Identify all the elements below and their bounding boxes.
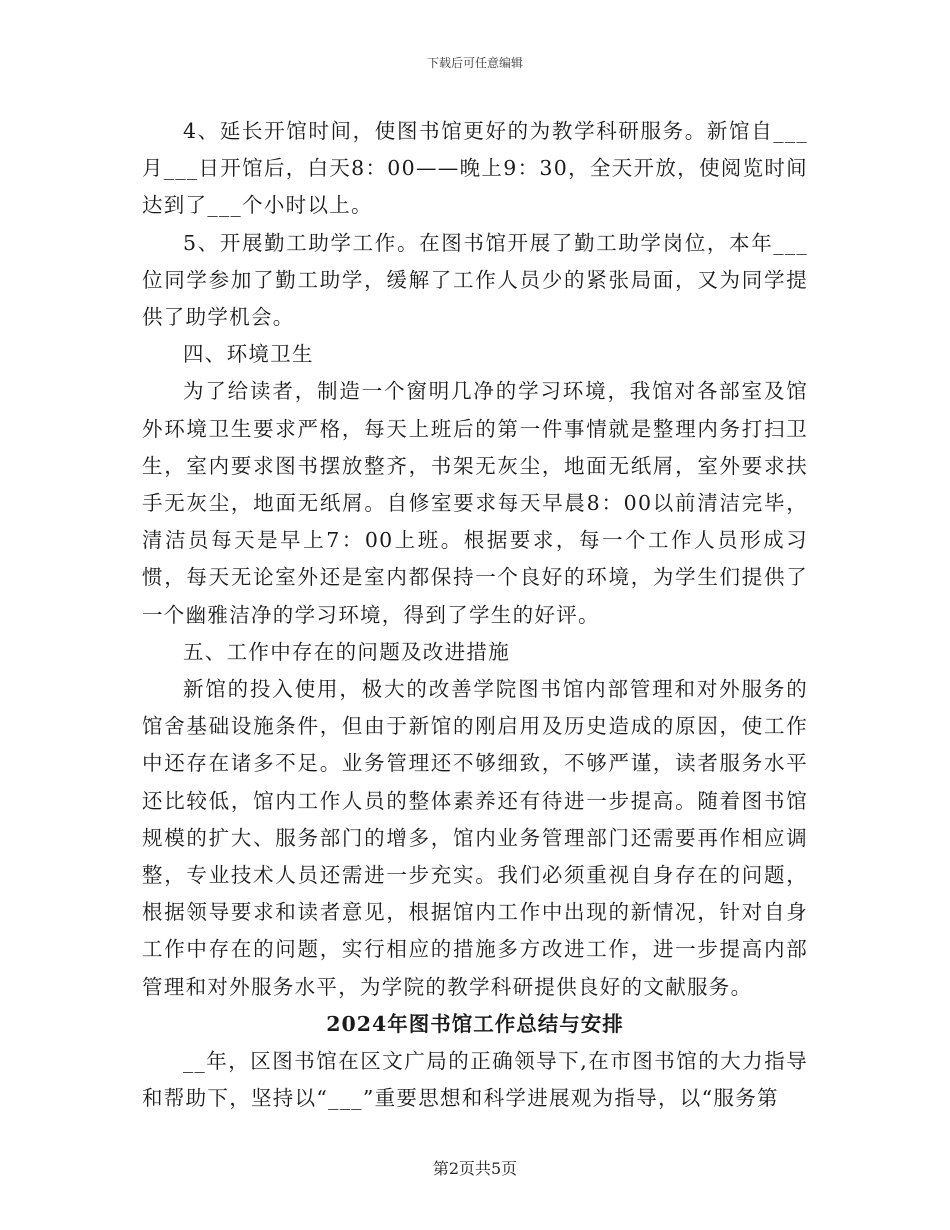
document-body <box>142 113 808 1117</box>
page-number: 第2页共5页 <box>432 1159 518 1178</box>
paragraph-problems: 新馆的投入使用，极大的改善学院图书馆内部管理和对外服务的馆舍基础设施条件，但由于新馆的刚启用及历史造成的原因，使工作中还存在诸多不足。业务管理还不够细致，不够严谨，读者服务水平还比较低，馆内工作人员的整体素养还有待进一步提高。随着图书馆规模的扩大、服务部门的增多，馆内业务管理部门还需要再作相应调整，专业技术人员还需进一步充实。我们必须重视自身存在的问题，根据领导要求和读者意见，根据馆内工作中出现的新情况，针对自身工作中存在的问题，实行相应的措施多方改进工作，进一步提高内部管理和对外服务水平，为学院的教学科研提供良好的文献服务。 <box>142 677 808 999</box>
heading-environment-hygiene: 四、环境卫生 <box>183 342 314 367</box>
heading-problems-improvements: 五、工作中存在的问题及改进措施 <box>183 639 510 664</box>
paragraph-work-study: 5、开展勤工助学工作。在图书馆开展了勤工助学岗位，本年___位同学参加了勤工助学，缓解了工作人员少的紧张局面，又为同学提供了助学机会。 <box>142 230 808 330</box>
paragraph-summary-intro: __年，区图书馆在区文广局的正确领导下,在市图书馆的大力指导和帮助下，坚持以“___”重要思想和科学进展观为指导，以“服务第 <box>142 1049 808 1111</box>
paragraph-environment: 为了给读者，制造一个窗明几净的学习环境，我馆对各部室及馆外环境卫生要求严格，每天上班后的第一件事情就是整理内务打扫卫生，室内要求图书摆放整齐，书架无灰尘，地面无纸屑，室外要求扶手无灰尘，地面无纸屑。自修室要求每天早晨8：00以前清洁完毕，清洁员每天是早上7：00上班。根据要求，每一个工作人员形成习惯，每天无论室外还是室内都保持一个良好的环境，为学生们提供了一个幽雅洁净的学习环境，得到了学生的好评。 <box>142 379 808 627</box>
download-note: 下载后可任意编辑 <box>426 56 523 70</box>
paragraph-extend-hours: 4、延长开馆时间，使图书馆更好的为教学科研服务。新馆自___月___日开馆后，白天8：00——晚上9：30，全天开放，使阅览时间达到了___个小时以上。 <box>142 119 808 218</box>
section-title: 2024年图书馆工作总结与安排 <box>326 1011 624 1036</box>
